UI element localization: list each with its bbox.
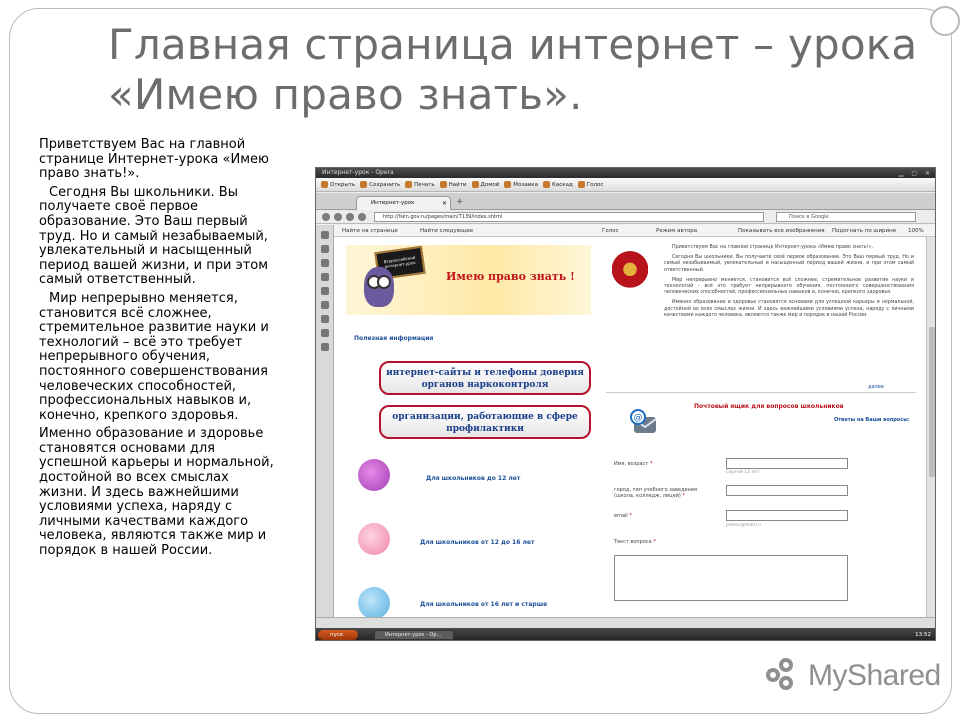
toolbar-open[interactable]: Открыть: [321, 181, 355, 188]
toolbar-print[interactable]: Печать: [405, 181, 435, 188]
voice-button[interactable]: Голос: [602, 228, 619, 234]
page-toolbar: [334, 225, 936, 237]
question-textarea[interactable]: [614, 555, 848, 601]
page-title: Главная страница интернет – урока «Имею право знать».: [108, 20, 918, 119]
greeting-paragraph-2: Сегодня Вы школьники. Вы получаете своё первое образование. Это Ваш первый труд. Но и самый незабываемый, увлекательный и насыщенный период вашей жизни, и при этом самый ответственный.: [664, 255, 914, 273]
toolbar-find[interactable]: Найти: [440, 181, 467, 188]
back-icon[interactable]: [322, 213, 330, 221]
search-input[interactable]: Поиск в Google: [776, 212, 916, 222]
toolbar-tile[interactable]: Мозаика: [504, 181, 538, 188]
paragraph-4: Именно образование и здоровье становятся основами для успешной карьеры и нормальной, достойной во всех смыслах жизни. И здесь важнейшими условиями успеха, наряду с личными качествами каждого человека, являются также мир и порядок в нашей России.: [39, 426, 274, 559]
browser-toolbar: [316, 178, 936, 192]
svg-text:@: @: [633, 413, 643, 423]
browser-screenshot: [315, 167, 936, 641]
toolbar-cascade[interactable]: Каскад: [543, 181, 573, 188]
fit-width-button[interactable]: Подогнать по ширине: [832, 228, 897, 234]
email-field[interactable]: [726, 510, 848, 521]
start-button[interactable]: пуск: [318, 630, 358, 640]
print-icon: [405, 181, 412, 188]
tab-bar: [316, 193, 936, 210]
more-link[interactable]: далее: [868, 384, 884, 390]
trust-phones-button[interactable]: интернет-сайты и телефоны доверия органов наркоконтроля: [379, 361, 591, 395]
greeting-paragraph-4: Именно образование и здоровье становятся основами для успешной карьеры и нормальной, достойной во всех смыслах жизни. И здесь важнейшими условиями успеха, наряду с личными качествами каждого человека, являются также мир и порядок в нашей России.: [664, 300, 914, 318]
character-purple: [358, 459, 390, 491]
home-nav-icon[interactable]: [358, 213, 366, 221]
forward-icon[interactable]: [334, 213, 342, 221]
character-pink: [358, 523, 390, 555]
navigation-bar: [316, 210, 936, 224]
divider: [606, 392, 916, 393]
myshared-logo: [766, 656, 941, 696]
age-link-16-plus[interactable]: Для школьников от 16 лет и старше: [420, 601, 548, 608]
bookmarks-icon[interactable]: [321, 231, 329, 239]
zoom-select[interactable]: 100%: [908, 228, 924, 234]
close-icon[interactable]: ✕: [441, 200, 447, 207]
links-icon[interactable]: [321, 329, 329, 337]
school-field[interactable]: [726, 485, 848, 496]
name-field[interactable]: [726, 458, 848, 469]
mailbox-title: Почтовый ящик для вопросов школьников: [694, 403, 844, 410]
logo-mark-icon: [766, 658, 806, 694]
logo-text: MyShared: [808, 659, 941, 692]
save-icon: [360, 181, 367, 188]
tab-internet-urok[interactable]: Интернет-урок ✕: [356, 196, 451, 210]
greeting-paragraph-1: Приветствуем Вас на главной странице Интернет-урока «Имею право знать!».: [672, 245, 874, 250]
reload-icon[interactable]: [346, 213, 354, 221]
school-label: город, тип учебного заведения (школа, колледж, лицей) *: [614, 487, 698, 499]
notes-icon[interactable]: [321, 287, 329, 295]
toolbar-save[interactable]: Сохранить: [360, 181, 400, 188]
paragraph-3: Мир непрерывно меняется, становится всё сложнее, стремительное развитие науки и технологий – всё это требует непрерывного обучения, постоянного совершенствования человеческих способностей, профессиональных навыков и, конечно, крепкого здоровья.: [39, 290, 269, 423]
new-tab-button[interactable]: +: [456, 197, 464, 207]
toolbar-voice[interactable]: Голос: [578, 181, 604, 188]
blackboard-sign: Всероссийский интернет-урок: [374, 246, 425, 280]
add-panel-icon[interactable]: [321, 343, 329, 351]
useful-info-heading: Полезная информация: [354, 335, 434, 342]
show-images-button[interactable]: Показывать все изображения: [738, 228, 825, 234]
home-icon: [472, 181, 479, 188]
taskbar-item-opera[interactable]: Интернет-урок - Op...: [374, 630, 454, 640]
prevention-orgs-button[interactable]: организации, работающие в сфере профилактики: [379, 405, 591, 439]
question-label: Текст вопроса *: [614, 539, 656, 545]
age-link-under-12[interactable]: Для школьников до 12 лет: [426, 475, 521, 482]
name-label: Имя, возраст *: [614, 461, 653, 467]
tile-icon: [504, 181, 511, 188]
vertical-scrollbar[interactable]: [926, 237, 936, 617]
voice-icon: [578, 181, 585, 188]
slide-body-text: [39, 138, 275, 563]
status-bar: [316, 617, 936, 628]
side-panel: [316, 225, 334, 617]
site-banner: [346, 245, 591, 315]
history-icon[interactable]: [321, 315, 329, 323]
window-controls[interactable]: ▁ ▢ ✕: [898, 170, 933, 177]
address-bar[interactable]: http://fskn.gov.ru/pages/main/7139/index.shtml: [374, 212, 764, 222]
chat-icon[interactable]: [321, 273, 329, 281]
answers-link[interactable]: Ответы на Ваши вопросы:: [834, 417, 910, 423]
paragraph-1: Приветствуем Вас на главной странице Интернет-урока «Имею право знать!».: [39, 137, 269, 182]
greeting-paragraph-3: Мир непрерывно меняется, становится всё сложнее, стремительное развитие науки и технологий - всё это требует непрерывного обучения, постоянного совершенствования человеческих способностей, профессиональных навыков и, конечно, крепкого здоровья.: [664, 277, 914, 296]
clock: 13:52: [915, 632, 931, 638]
toolbar-home[interactable]: Домой: [472, 181, 500, 188]
find-icon: [440, 181, 447, 188]
character-blue: [358, 587, 390, 619]
paragraph-2: Сегодня Вы школьники. Вы получаете своё первое образование. Это Ваш первый труд. Но и самый незабываемый, увлекательный и насыщенный период вашей жизни, и при этом самый ответственный.: [39, 184, 269, 288]
name-hint: Сергей 12 лет: [726, 470, 760, 475]
author-mode-button[interactable]: Режим автора: [656, 228, 698, 234]
contacts-icon[interactable]: [321, 259, 329, 267]
mail-icon[interactable]: [321, 245, 329, 253]
find-next-button[interactable]: Найти следующее: [420, 228, 474, 234]
taskbar: [316, 628, 936, 641]
age-link-12-16[interactable]: Для школьников от 12 до 16 лет: [420, 539, 535, 546]
folder-icon: [321, 181, 328, 188]
owl-mascot: [364, 267, 394, 307]
window-titlebar: [316, 168, 936, 178]
web-page: [334, 237, 926, 617]
banner-title: Имею право знать !: [446, 270, 575, 283]
find-on-page-button[interactable]: Найти на странице: [342, 228, 398, 234]
scroll-thumb[interactable]: [929, 327, 935, 477]
email-hint: petrov@mail.ru: [726, 523, 761, 528]
fskn-emblem: [612, 251, 648, 297]
window-title: Интернет-урок - Opera: [322, 169, 394, 176]
greeting-text: [664, 245, 914, 323]
cascade-icon: [543, 181, 550, 188]
mail-at-icon: [628, 409, 658, 435]
email-label: email *: [614, 513, 632, 519]
transfers-icon[interactable]: [321, 301, 329, 309]
slide-corner-circle: [930, 6, 960, 36]
